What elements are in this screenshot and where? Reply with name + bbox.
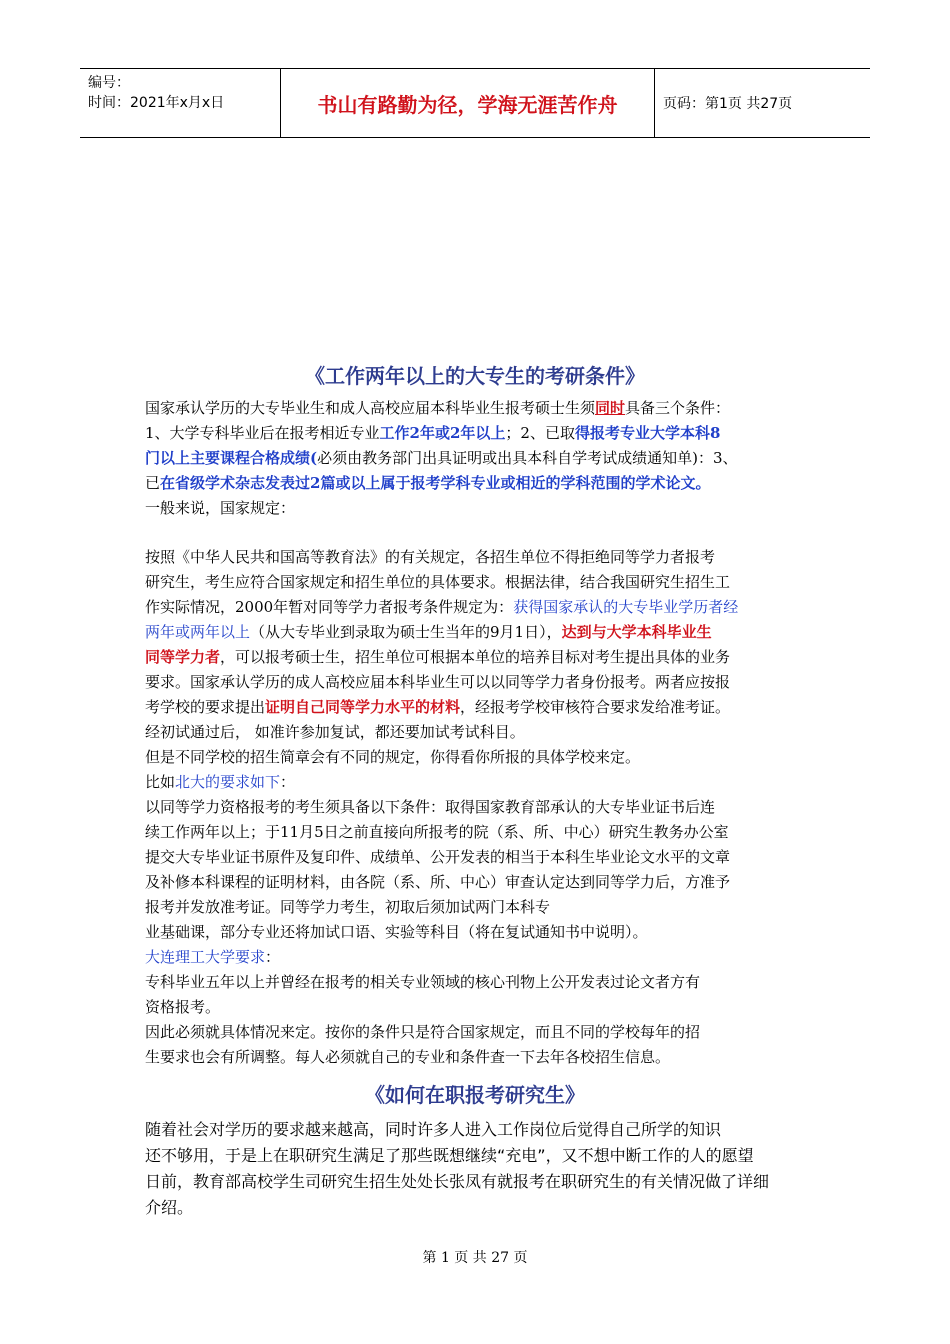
text: 作实际情况，2000年暂对同等学力者报考条件规定为：	[145, 598, 514, 616]
law-line-4	[145, 620, 810, 644]
text: ：	[265, 948, 281, 966]
conditions-line-1	[145, 396, 810, 420]
pku-line-5: 报考并发放准考证。同等学力考生，初取后须加试两门本科专	[145, 898, 551, 916]
highlight-text: 得报考专业大学本科8	[574, 424, 721, 442]
law-line-7	[145, 695, 810, 719]
dlut-requirements-link[interactable]: 大连理工大学要求	[145, 948, 266, 966]
text: 比如	[145, 773, 176, 791]
text: 必须由教务部门出具证明或出具本科自学考试成绩通知单)：3、	[317, 449, 738, 467]
text: 国家承认学历的大专毕业生和成人高校应届本科毕业生报考硕士生须	[145, 399, 596, 417]
doc-number-label: 编号：	[88, 75, 130, 91]
law-line-8: 经初试通过后， 如准许参加复试，都还要加试考试科目。	[145, 723, 525, 741]
pku-line-6: 业基础课，部分专业还将加试口语、实验等科目（将在复试通知书中说明）。	[145, 923, 648, 941]
highlight-text: 同时	[595, 399, 626, 417]
doc-date-label: 时间：2021年x月x日	[88, 95, 225, 111]
text: 考学校的要求提出	[145, 698, 266, 716]
law-line-6: 要求。国家承认学历的成人高校应届本科毕业生可以以同等学力者身份报考。两者应按报	[145, 673, 731, 691]
law-line-1: 按照《中华人民共和国高等教育法》的有关规定，各招生单位不得拒绝同等学力者报考	[145, 548, 716, 566]
text: ；2、已取	[505, 424, 575, 442]
conclusion-line-2: 生要求也会有所调整。每人必须就自己的专业和条件查一下去年各校招生信息。	[145, 1048, 671, 1066]
highlight-text: 两年或两年以上	[145, 623, 251, 641]
section2-line-4: 介绍。	[145, 1198, 194, 1217]
pku-requirements-link[interactable]: 北大的要求如下	[175, 773, 281, 791]
text: 1、大学专科毕业后在报考相近专业	[145, 424, 380, 442]
conditions-line-3	[145, 446, 810, 470]
pku-line-1: 以同等学力资格报考的考生须具备以下条件：取得国家教育部承认的大专毕业证书后连	[145, 798, 716, 816]
highlight-text: 同等学力者	[145, 648, 221, 666]
section2-line-1: 随着社会对学历的要求越来越高，同时许多人进入工作岗位后觉得自己所学的知识	[145, 1120, 722, 1139]
text: ：	[280, 773, 296, 791]
highlight-text: 获得国家承认的大专毕业学历者经	[513, 598, 739, 616]
highlight-text: 工作2年或2年以上	[379, 424, 506, 442]
highlight-text: 门以上主要课程合格成绩(	[145, 449, 318, 467]
conclusion-line-1: 因此必须就具体情况来定。按你的条件只是符合国家规定，而且不同的学校每年的招	[145, 1023, 701, 1041]
header-motto: 书山有路勤为径，学海无涯苦作舟	[281, 69, 655, 137]
school-difference-note: 但是不同学校的招生简章会有不同的规定，你得看你所报的具体学校来定。	[145, 748, 641, 766]
dlut-line-1: 专科毕业五年以上并曾经在报考的相关专业领域的核心刊物上公开发表过论文者方有	[145, 973, 701, 991]
dlut-intro	[145, 945, 810, 969]
general-note: 一般来说，国家规定：	[145, 499, 296, 517]
section-title-1: 《工作两年以上的大专生的考研条件》	[305, 364, 645, 388]
header-page-info: 页码：第1页 共27页	[663, 96, 793, 112]
text: 具备三个条件：	[625, 399, 731, 417]
text: （从大专毕业到录取为硕士生当年的9月1日），	[250, 623, 562, 641]
section2-line-2: 还不够用，于是上在职研究生满足了那些既想继续“充电”，又不想中断工作的人的愿望	[145, 1146, 754, 1165]
law-line-2: 研究生，考生应符合国家规定和招生单位的具体要求。根据法律，结合我国研究生招生工	[145, 573, 731, 591]
pku-intro	[145, 770, 810, 794]
conditions-line-2	[145, 421, 810, 445]
law-line-5	[145, 645, 810, 669]
dlut-line-2: 资格报考。	[145, 998, 221, 1016]
document-header	[80, 68, 870, 138]
section2-line-3: 日前，教育部高校学生司研究生招生处处长张凤有就报考在职研究生的有关情况做了详细	[145, 1172, 770, 1191]
header-meta	[80, 69, 281, 137]
pku-line-2: 续工作两年以上；于11月5日之前直接向所报考的院（系、所、中心）研究生教务办公室	[145, 823, 729, 841]
highlight-text: 证明自己同等学力水平的材料	[265, 698, 461, 716]
page-footer: 第 1 页 共 27 页	[422, 1250, 528, 1266]
text: 已	[145, 474, 161, 492]
law-line-3	[145, 595, 810, 619]
section-title-2: 《如何在职报考研究生》	[365, 1083, 585, 1107]
conditions-line-4	[145, 471, 810, 495]
pku-line-4: 及补修本科课程的证明材料，由各院（系、所、中心）审查认定达到同等学力后，方准予	[145, 873, 731, 891]
highlight-text: 在省级学术杂志发表过2篇或以上属于报考学科专业或相近的学科范围的学术论文。	[160, 474, 711, 492]
text: ，经报考学校审核符合要求发给准考证。	[460, 698, 731, 716]
highlight-text: 达到与大学本科毕业生	[561, 623, 712, 641]
pku-line-3: 提交大专毕业证书原件及复印件、成绩单、公开发表的相当于本科生毕业论文水平的文章	[145, 848, 731, 866]
text: ，可以报考硕士生，招生单位可根据本单位的培养目标对考生提出具体的业务	[220, 648, 731, 666]
